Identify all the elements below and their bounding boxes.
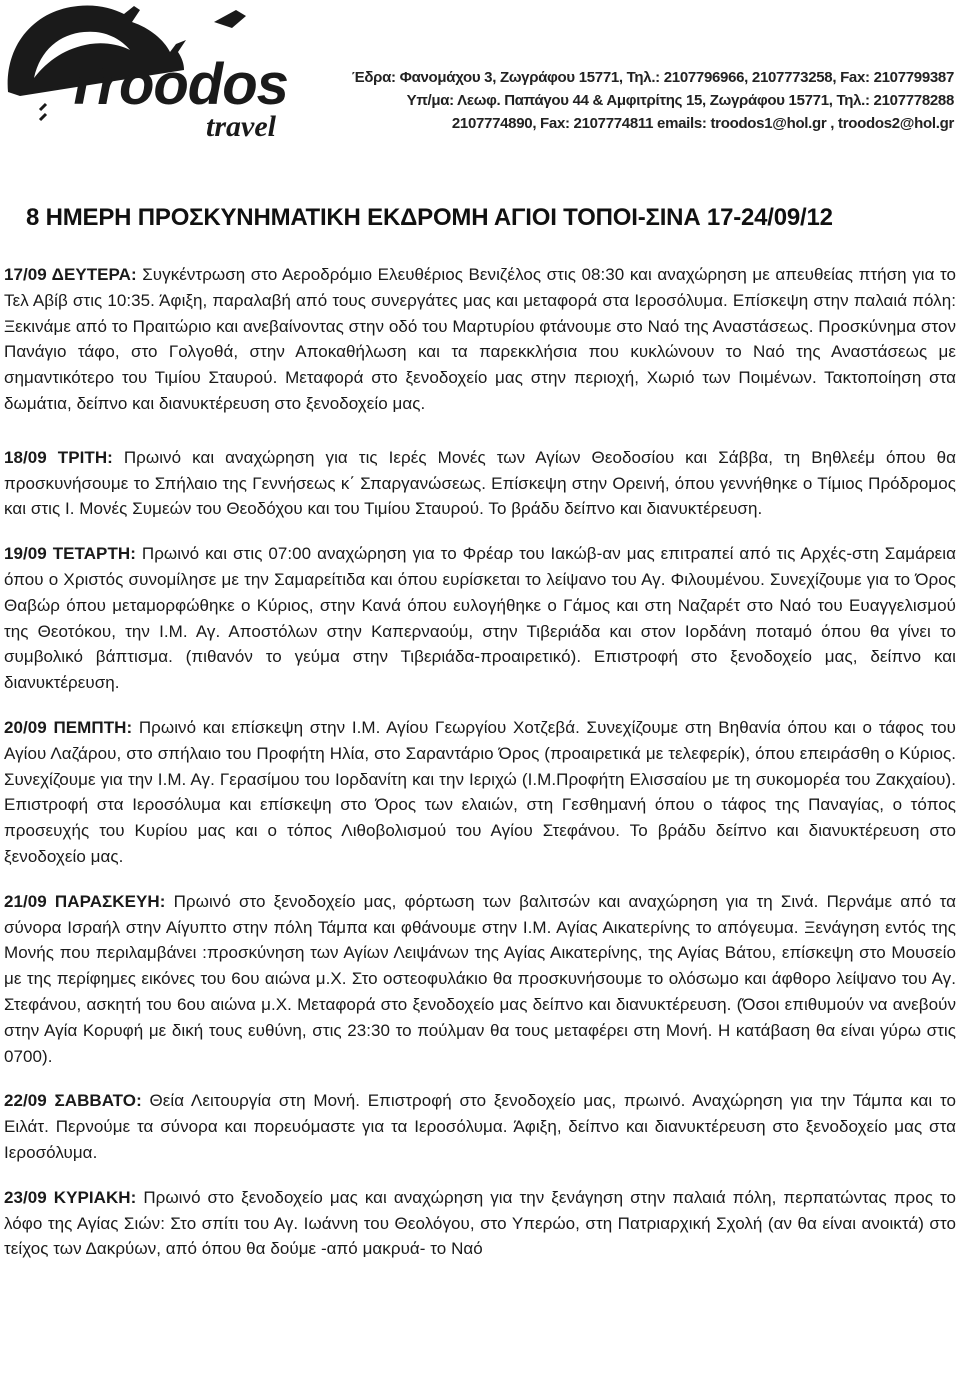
letterhead — [0, 0, 960, 150]
itinerary — [4, 262, 956, 1280]
day-label: 18/09 ΤΡΙΤΗ: — [4, 447, 113, 467]
day-paragraph — [4, 715, 956, 870]
day-text: Συγκέντρωση στο Αεροδρόμιο Ελευθέριος Βενιζέλος στις 08:30 και αναχώρηση με απευθείας πτήση για το Τελ Αβίβ στις 10:35. Άφιξη, παραλαβή από τους συνεργάτες μας και μεταφορά στα Ιεροσόλυμα. Επίσκεψη στην παλαιά πόλη: Ξεκινάμε από το Πραιτώριο και ανεβαίνοντας στην οδό του Μαρτυρίου φτάνουμε στο Ναό της Αναστάσεως. Προσκύνημα στον Πανάγιο τάφο, στο Γολγοθά, στην Αποκαθήλωση και τα παρεκκλήσια που κυκλώνουν το Ναό της Αναστάσεως με σημαντικότερο του Τιμίου Σταυρού. Μεταφορά στο ξενοδοχείο μας στην περιοχή, Χωριό των Ποιμένων. Τακτοποίηση στα δωμάτια, δείπνο και διανυκτέρευση στο ξενοδοχείο μας. — [4, 265, 956, 413]
day-paragraph — [4, 1185, 956, 1262]
logo-sub-text: travel — [206, 110, 276, 143]
day-paragraph — [4, 445, 956, 522]
day-text: Πρωινό στο ξενοδοχείο μας, φόρτωση των βαλιτσών και αναχώρηση για τη Σινά. Περνάμε από τα σύνορα Ισραήλ στην Αίγυπτο στην πόλη Τάμπα και φθάνουμε στην Ι.Μ. Αγίας Αικατερίνης το απόγευμα. Ξενάγηση εντός της Μονής που περιλαμβάνει :προσκύνηση των Αγίων Λειψάνων της Αγίας Αικατερίνης, της Αγίας Βάτου, επίσκεψη στο Μουσείο με της περίφημες εικόνες του 6ου αιώνα μ.Χ. Στο οστεοφυλάκιο θα προσκυνήσουμε το ολόσωμο και άφθορο λείψανο του Αγ. Στεφάνου, ασκητή του 6ου αιώνα μ.Χ. Μεταφορά στο ξενοδοχείο μας δείπνο και διανυκτέρευση. (Όσοι επιθυμούν να ανεβούν στην Αγία Κορυφή με δική τους ευθύνη, στις 23:30 το πούλμαν θα τους μεταφέρει στη Μονή. Η κατάβαση θα είναι γύρω στις 0700). — [4, 891, 956, 1066]
troodos-logo — [0, 0, 310, 150]
day-label: 22/09 ΣΑΒΒΑΤΟ: — [4, 1091, 142, 1111]
day-text: Πρωινό στο ξενοδοχείο μας και αναχώρηση για την ξενάγηση στην παλαιά πόλη, περπατώντας προς το λόφο της Αγίας Σιών: Στο σπίτι του Αγ. Ιωάννη του Θεολόγου, στο Υπερώο, στη Πατριαρχική Σχολή (αν θα είναι ανοικτά) στο τείχος των Δακρύων, από όπου θα δούμε -από μακρυά- το Ναό — [4, 1187, 956, 1259]
day-text: Πρωινό και στις 07:00 αναχώρηση για το Φρέαρ του Ιακώβ-αν μας επιτραπεί από τις Αρχές-στη Σαμάρεια όπου ο Χριστός συνομίλησε με την Σαμαρείτιδα και όπου ευρίσκεται το λείψανο του Αγ. Φιλουμένου. Συνεχίζουμε για το Όρος Θαβώρ όπου μεταμορφώθηκε ο Κύριος, στην Κανά όπου ευλογήθηκε ο Γάμος και στη Ναζαρέτ στο Ναό του Ευαγγελισμού της Θεοτόκου, την Ι.Μ. Αγ. Αποστόλων στην Καπερναούμ, στην Τιβεριάδα και στον Ιορδάνη ποταμό όπου θα γίνει το συμβολικό βάπτισμα. (πιθανόν το γεύμα στην Τιβεριάδα-προαιρετικό). Επιστροφή στο ξενοδοχείο μας, δείπνο και διανυκτέρευση. — [4, 544, 956, 693]
day-label: 23/09 ΚΥΡΙΑΚΗ: — [4, 1187, 137, 1207]
day-text: Πρωινό και επίσκεψη στην Ι.Μ. Αγίου Γεωργίου Χοτζεβά. Συνεχίζουμε στη Βηθανία όπου και ο τάφος του Αγίου Λαζάρου, στο σπήλαιο του Προφήτη Ηλία, στο Σαραντάριο Όρος (προαιρετικά με τελεφερίκ), όπου επειράσθη ο Κύριος. Συνεχίζουμε για την Ι.Μ. Αγ. Γερασίμου του Ιορδανίτη και την Ιεριχώ (Ι.Μ.Προφήτη Ελισσαίου με τη συκομορέα του Ζακχαίου). Επιστροφή στα Ιεροσόλυμα και επίσκεψη στο Όρος των ελαιών, στη Γεσθημανή όπου ο τάφος της Παναγίας, ο τόπος προσευχής του Κυρίου μας και ο τόπος Λιθοβολισμού του Αγίου Στεφάνου. Το βράδυ δείπνο και διανυκτέρευση στο ξενοδοχείο μας. — [4, 717, 956, 866]
cape-shape — [214, 10, 246, 28]
tick-marks-icon — [40, 104, 46, 120]
day-label: 21/09 ΠΑΡΑΣΚΕΥΗ: — [4, 891, 166, 911]
day-paragraph — [4, 541, 956, 696]
contact-line: Έδρα: Φανομάχου 3, Ζωγράφου 15771, Τηλ.: 2107796966, 2107773258, Fax: 2107799387 — [351, 69, 954, 86]
day-label: 19/09 ΤΕΤΑΡΤΗ: — [4, 544, 136, 564]
contact-line: 2107774890, Fax: 2107774811 emails: troodos1@hol.gr , troodos2@hol.gr — [451, 115, 954, 132]
day-label: 17/09 ΔΕΥΤΕΡΑ: — [4, 265, 137, 284]
day-text: Πρωινό και αναχώρηση για τις Ιερές Μονές των Αγίων Θεοδοσίου και Σάββα, τη Βηθλεέμ όπου θα προσκυνήσουμε το Σπήλαιο της Γεννήσεως κ΄ Σπαργανώσεως. Επίσκεψη στην Ορεινή, όπου γεννήθηκε ο Τίμιος Πρόδρομος και στις Ι. Μονές Συμεών του Θεοδόχου και του Τιμίου Σταυρού. Το βράδυ δείπνο και διανυκτέρευση. — [4, 447, 956, 519]
day-label: 20/09 ΠΕΜΠΤΗ: — [4, 717, 133, 737]
day-paragraph — [4, 262, 956, 417]
document-title: 8 ΗΜΕΡΗ ΠΡΟΣΚΥΝΗΜΑΤΙΚΗ ΕΚΔΡΟΜΗ ΑΓΙΟΙ ΤΟΠΟΙ-ΣΙΝΑ 17-24/09/12 — [26, 204, 833, 231]
contact-info — [312, 66, 954, 135]
day-text: Θεία Λειτουργία στη Μονή. Επιστροφή στο ξενοδοχείο μας, πρωινό. Αναχώρηση για την Τάμπα και το Ειλάτ. Περνούμε τα σύνορα και πορευόμαστε για τα Ιεροσόλυμα. Άφιξη, δείπνο και διανυκτέρευση στο ξενοδοχείο μας στα Ιεροσόλυμα. — [4, 1091, 956, 1162]
day-paragraph — [4, 889, 956, 1070]
logo-brand-text: Troodos — [64, 52, 288, 117]
contact-line: Υπ/μα: Λεωφ. Παπάγου 44 & Αμφιτρίτης 15, Ζωγράφου 15771, Τηλ.: 2107778288 — [406, 92, 954, 109]
day-paragraph — [4, 1088, 956, 1165]
